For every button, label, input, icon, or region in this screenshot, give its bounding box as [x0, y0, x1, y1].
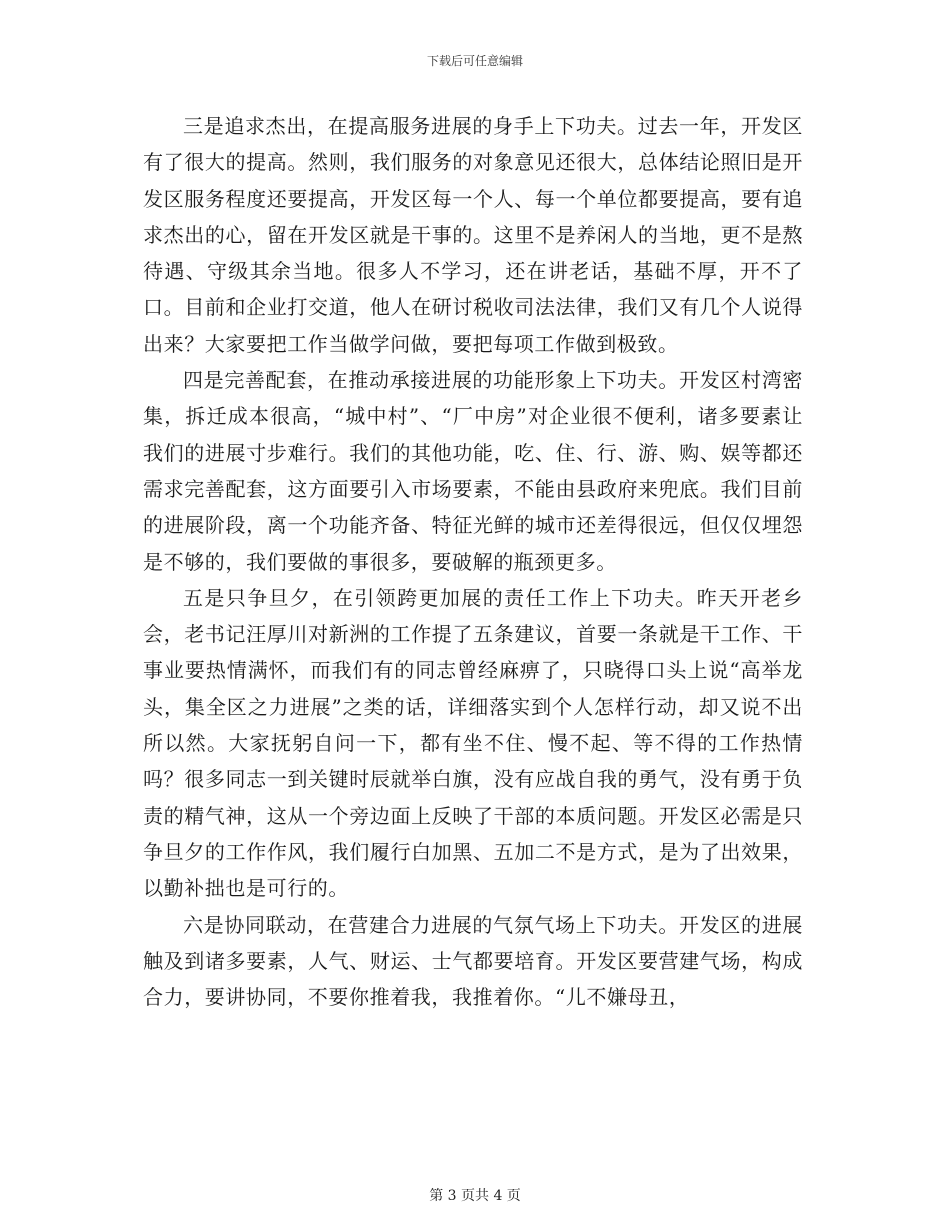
page-header: 下载后可任意编辑 — [426, 54, 523, 68]
paragraph-6: 六是协同联动，在营建合力进展的气氛气场上下功夫。开发区的进展触及到诸多要素，人气、财运、士气都要培育。开发区要营建气场，构成合力，要讲协同，不要你推着我，我推着你。“儿不嫌母丑， — [143, 912, 803, 1010]
paragraph-3: 三是追求杰出，在提高服务进展的身手上下功夫。过去一年，开发区有了很大的提高。然则，我们服务的对象意见还很大，总体结论照旧是开发区服务程度还要提高，开发区每一个人、每一个单位都要提高，要有追求杰出的心，留在开发区就是干事的。这里不是养闲人的当地，更不是熬待遇、守级其余当地。很多人不学习，还在讲老话，基础不厚，开不了口。目前和企业打交道，他人在研讨税收司法法律，我们又有几个人说得出来？大家要把工作当做学问做，要把每项工作做到极致。 — [143, 114, 803, 356]
paragraph-4: 四是完善配套，在推动承接进展的功能形象上下功夫。开发区村湾密集，拆迁成本很高，“城中村”、“厂中房”对企业很不便利，诸多要素让我们的进展寸步难行。我们的其他功能，吃、住、行、游、购、娱等都还需求完善配套，这方面要引入市场要素，不能由县政府来兜底。我们目前的进展阶段，离一个功能齐备、特征光鲜的城市还差得很远，但仅仅埋怨是不够的，我们要做的事很多，要破解的瓶颈更多。 — [143, 368, 803, 574]
document-body — [143, 108, 803, 1015]
paragraph-5: 五是只争旦夕，在引领跨更加展的责任工作上下功夫。昨天开老乡会，老书记汪厚川对新洲的工作提了五条建议，首要一条就是干工作、干事业要热情满怀，而我们有的同志曾经麻痹了，只晓得口头上说“高举龙头，集全区之力进展”之类的话，详细落实到个人怎样行动，却又说不出所以然。大家抚躬自问一下，都有坐不住、慢不起、等不得的工作热情吗？很多同志一到关键时辰就举白旗，没有应战自我的勇气，没有勇于负责的精气神，这从一个旁边面上反映了干部的本质问题。开发区必需是只争旦夕的工作作风，我们履行白加黑、五加二不是方式，是为了出效果，以勤补拙也是可行的。 — [143, 585, 803, 901]
page-number: 第 3 页共 4 页 — [429, 1188, 521, 1204]
